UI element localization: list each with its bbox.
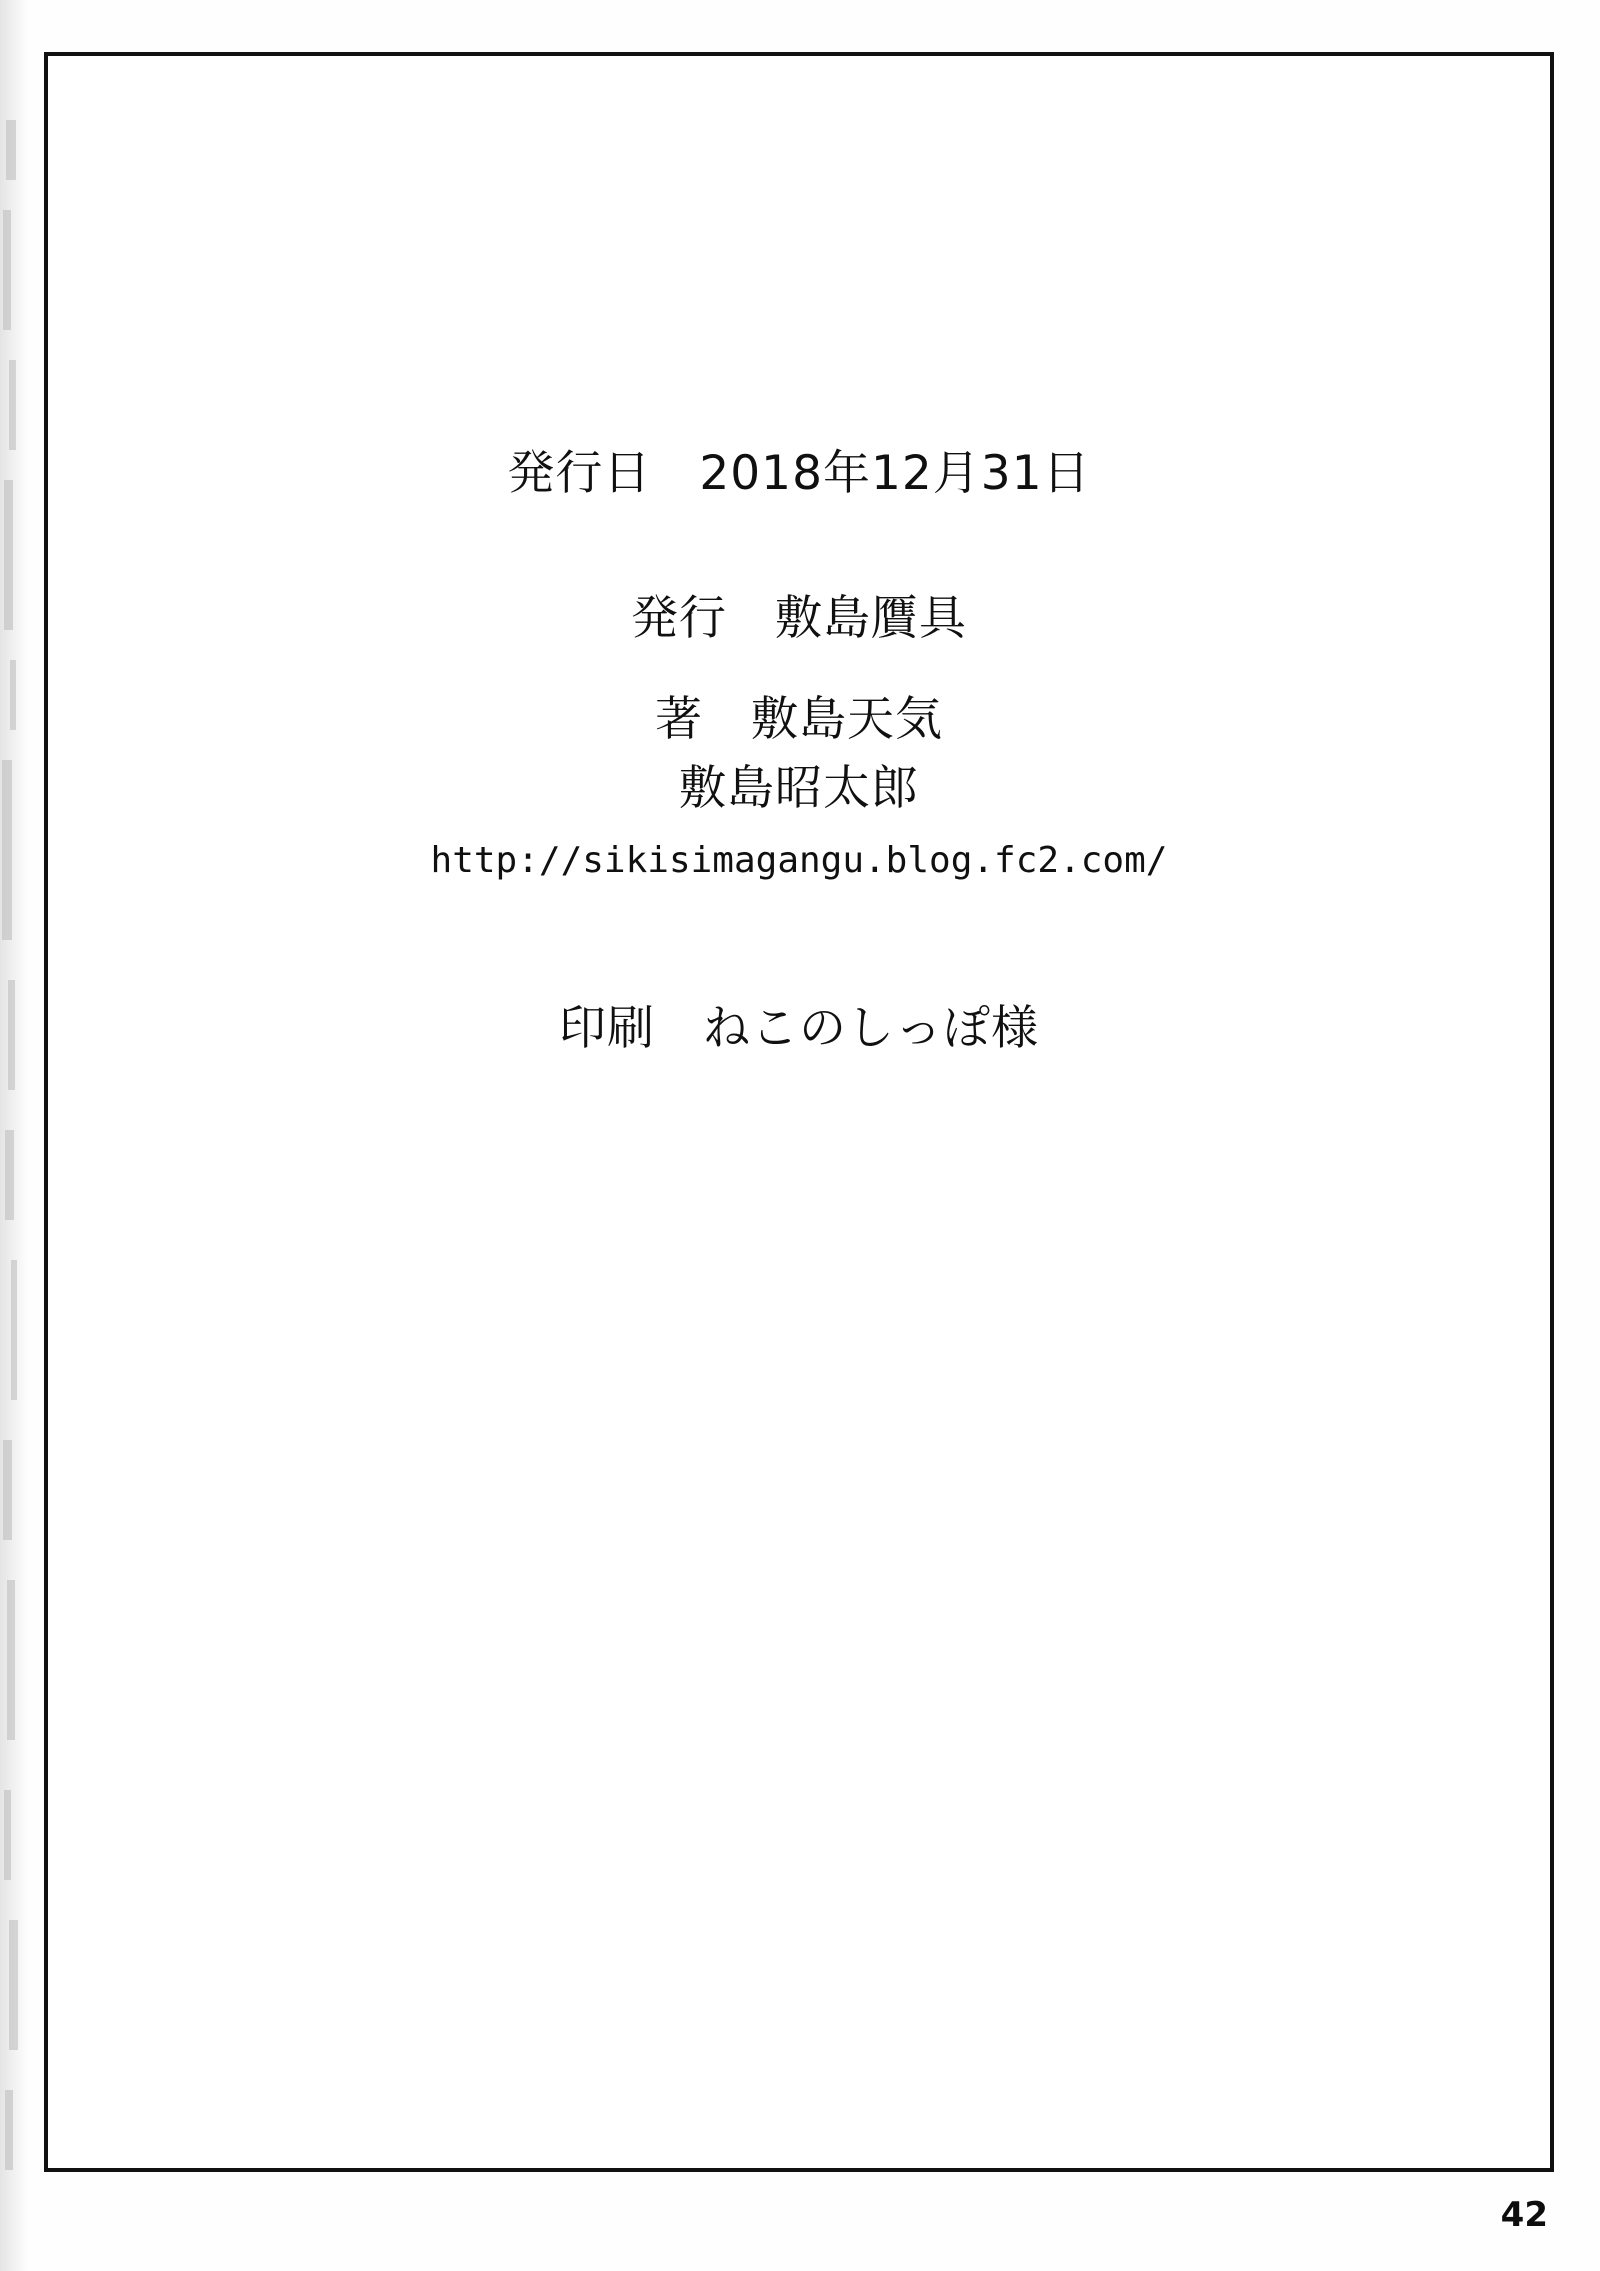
page-number: 42 [1500,2195,1548,2235]
publisher: 発行 敷島贋具 [631,591,967,646]
scan-edge-artifact [0,0,40,2271]
colophon-block [48,436,1550,1058]
publication-date: 発行日 2018年12月31日 [507,446,1091,501]
author-primary: 著 敷島天気 [655,692,943,747]
colophon-frame [44,52,1554,2172]
author-secondary: 敷島昭太郎 [679,761,919,816]
website-url: http://sikisimagangu.blog.fc2.com/ [430,840,1168,881]
printer: 印刷 ねこのしっぽ様 [559,1001,1039,1056]
